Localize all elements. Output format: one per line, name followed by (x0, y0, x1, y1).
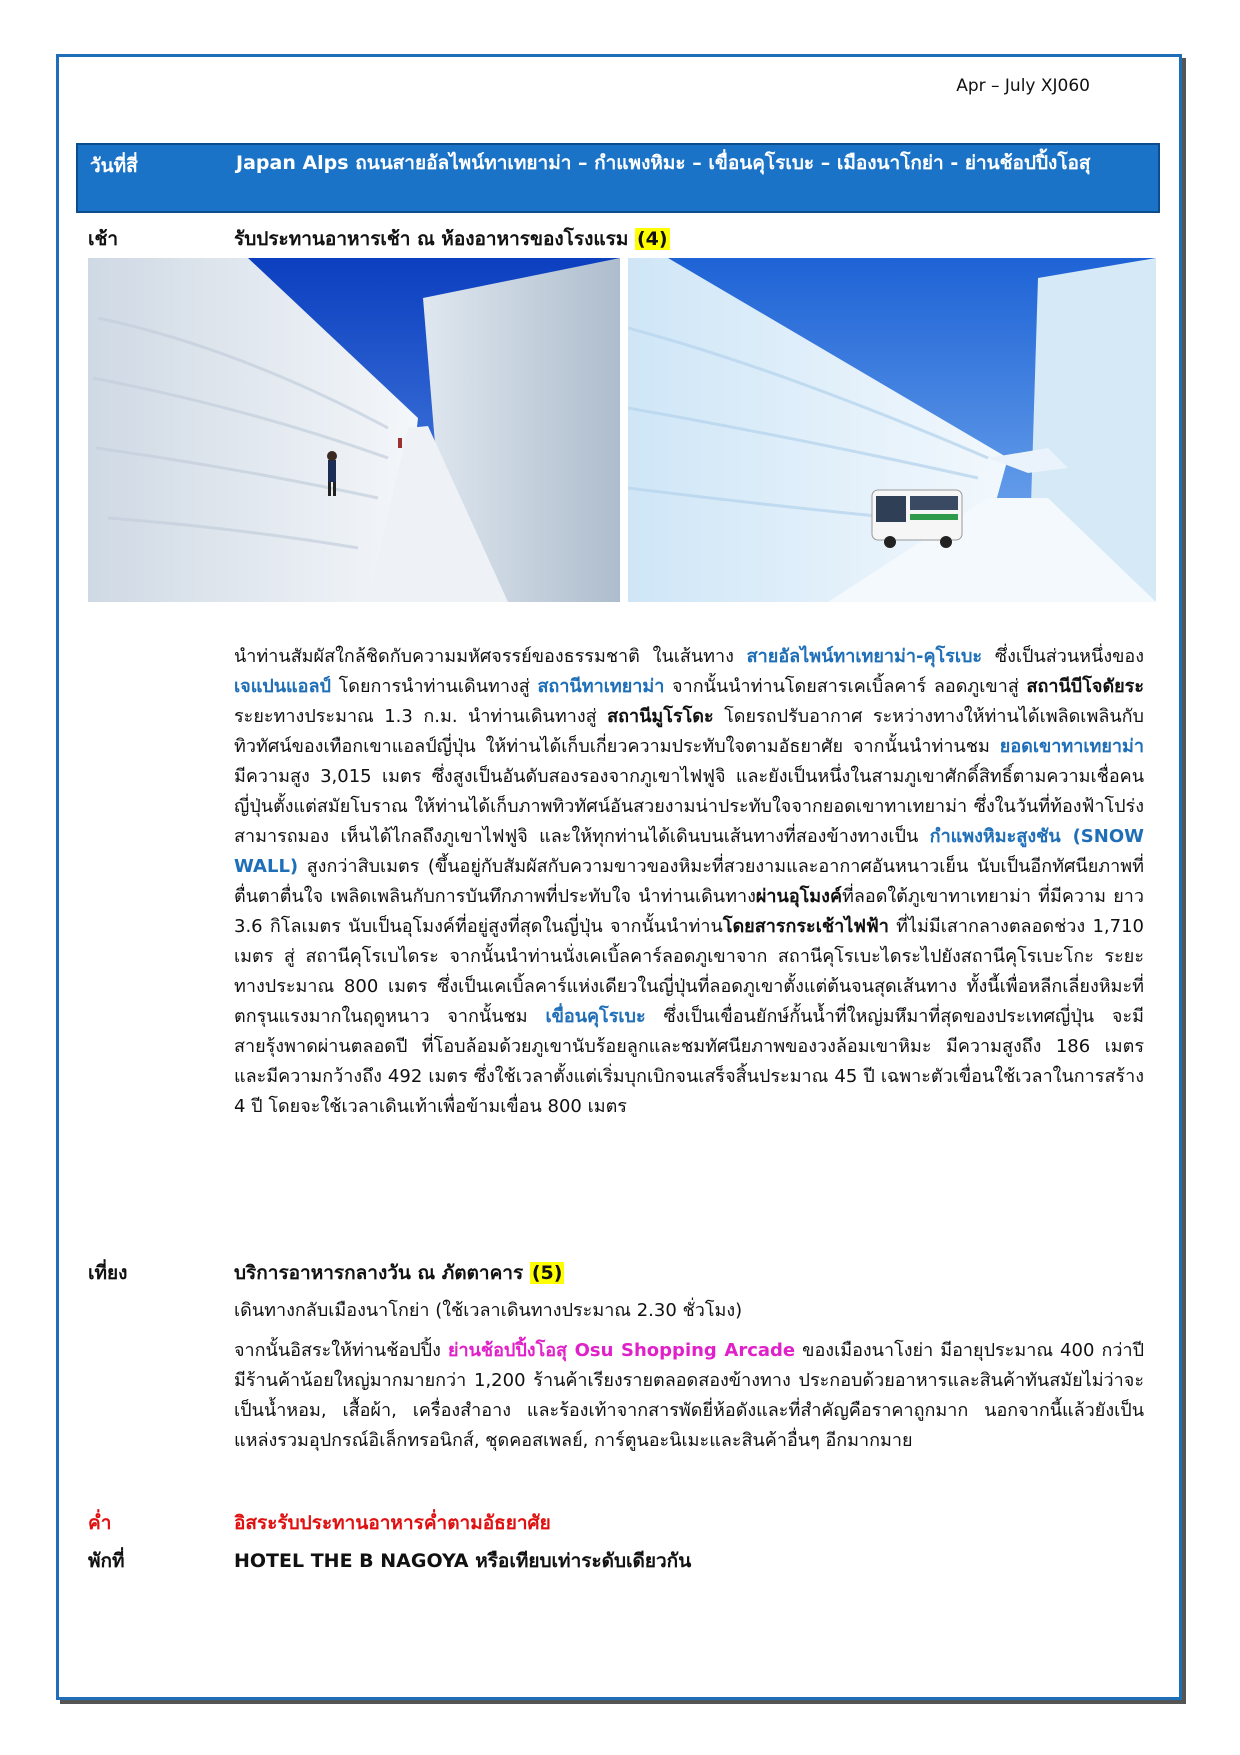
text-run: จากนั้นนำท่านโดยสารเคเบิ้ลคาร์ ลอดภูเขาสู่ (664, 676, 1027, 697)
text-run: ซึ่งเป็นเขื่อนยักษ์กั้นน้ำที่ใหญ่มหึมาที่สุดของประเทศญี่ปุ่น จะมีสายรุ้งพาดผ่านตลอดปี ที่โอบล้อมด้วยภูเขานับร้อยลูกและชมทัศนียภาพของวงล้อมเขาหิมะ มีความสูงถึง 186 เมตร และมีความกว้างถึง 492 เมตร ซึ่งใช้เวลาตั้งแต่เริ่มบุกเบิกจนเสร็จสิ้นประมาณ 45 ปี เฉพาะตัวเขื่อนใช้เวลาในการสร้าง 4 ปี โดยจะใช้เวลาเดินเท้าเพื่อข้ามเขื่อน 800 เมตร (234, 1006, 1145, 1117)
hotel-label: พักที่ (88, 1550, 125, 1572)
lunch-description: บริการอาหารกลางวัน ณ ภัตตาคาร (234, 1262, 524, 1284)
paragraph-alpine-route (234, 642, 1144, 1122)
text-run: ระยะทางประมาณ 1.3 ก.ม. นำท่านเดินทางสู่ (234, 706, 608, 727)
tour-code: Apr – July XJ060 (956, 76, 1090, 96)
highlight-tateyama-peak: ยอดเขาทาเทยาม่า (999, 736, 1144, 757)
highlight-japan-alps: เจแปนแอลป์ (234, 676, 331, 697)
day-label: วันที่สี่ (90, 155, 138, 177)
snow-wall-photo-bus (628, 258, 1156, 602)
text-run: นำท่านสัมผัสใกล้ชิดกับความมหัศจรรย์ของธรรมชาติ ในเส้นทาง (234, 646, 747, 667)
highlight-osu-arcade: ย่านช้อปปิ้งโอสุ Osu Shopping Arcade (447, 1340, 796, 1361)
text-run: โดยการนำท่านเดินทางสู่ (330, 676, 538, 697)
bold-bijodaira-station: สถานีบีโจดัยระ (1026, 676, 1145, 697)
dinner-label: ค่ำ (88, 1512, 112, 1534)
attraction-description (234, 642, 1144, 1122)
paragraph-osu (234, 1336, 1144, 1456)
lunch-label: เที่ยง (88, 1262, 128, 1284)
text-run: ที่ลอดใต้ภูเขาทาเทยาม่า ที่มีความ ยาว 3.6 กิโลเมตร นับเป็นอุโมงค์ที่อยู่สูงที่สุดในญี่ปุ่น จากนั้นนำท่าน (234, 886, 1144, 937)
text-run: ซึ่งเป็นส่วนหนึ่งของ (982, 646, 1145, 667)
meal-badge: (5) (531, 1262, 563, 1284)
text-run: ของเมืองนาโงย่า มีอายุประมาณ 400 กว่าปี มีร้านค้าน้อยใหญ่มากมายกว่า 1,200 ร้านค้าเรียงรายตลอดสองข้างทาง ประกอบด้วยอาหารและสินค้าทันสมัยไม่ว่าจะเป็นน้ำหอม, เสื้อผ้า, เครื่องสำอาง และร้องเท้าจากสารพัดยี่ห้อดังและที่สำคัญคือราคาถูกมาก นอกจากนี้แล้วยังเป็นแหล่งรวมอุปกรณ์อิเล็กทรอนิกส์, ชุดคอสเพลย์, การ์ตูนอะนิเมะและสินค้าอื่นๆ อีกมากมาย (234, 1340, 1144, 1451)
meal-badge: (4) (636, 228, 668, 250)
bold-murodo-station: สถานีมูโรโดะ (607, 706, 714, 727)
text-run: มีความสูง 3,015 เมตร ซึ่งสูงเป็นอันดับสองรองจากภูเขาไฟฟูจิ และยังเป็นหนึ่งในสามภูเขาศักดิ์สิทธิ์ตามความเชื่อคนญี่ปุ่นตั้งแต่สมัยโบราณ ให้ท่านได้เก็บภาพทิวทัศน์อันสวยงามน่าประทับใจจากยอดเขาทาเทยาม่า ซึ่งในวันที่ท้องฟ้าโปร่ง สามารถมอง เห็นได้ไกลถึงภูเขาไฟฟูจิ และให้ทุกท่านได้เดินบนเส้นทางที่สองข้างทางเป็น (234, 766, 1144, 847)
shopping-description (234, 1336, 1144, 1456)
dinner-text: อิสระรับประทานอาหารค่ำตามอัธยาศัย (234, 1512, 551, 1534)
hotel-text: HOTEL THE B NAGOYA หรือเทียบเท่าระดับเดียวกัน (234, 1550, 692, 1572)
travel-line: เดินทางกลับเมืองนาโกย่า (ใช้เวลาเดินทางประมาณ 2.30 ชั่วโมง) (234, 1300, 743, 1321)
day-header (76, 143, 1160, 213)
highlight-kurobe-dam: เขื่อนคุโรเบะ (545, 1006, 646, 1027)
breakfast-text (234, 224, 670, 254)
text-run: โดยรถปรับอากาศ ระหว่างทางให้ท่านได้เพลิดเพลินกับทิวทัศน์ของเทือกเขาแอลป์ญี่ปุ่น ให้ท่านได้เก็บเกี่ยวความประทับใจตามอัธยาศัย จากนั้นนำท่านชม (234, 706, 1144, 757)
bold-tunnel: ผ่านอุโมงค์ (755, 886, 842, 907)
highlight-tateyama-station: สถานีทาเทยาม่า (537, 676, 665, 697)
text-run: จากนั้นอิสระให้ท่านช้อปปิ้ง (234, 1340, 448, 1361)
lunch-text (234, 1258, 564, 1288)
text-run: ที่ไม่มีเสากลางตลอดช่วง 1,710 เมตร สู่ สถานีคุโรเบไดระ จากนั้นนำท่านนั่งเคเบิ้ลคาร์ลอดภูเขาจาก สถานีคุโรเบะไดระไปยังสถานีคุโรเบะโกะ ระยะทางประมาณ 800 เมตร ซึ่งเป็นเคเบิ้ลคาร์แห่งเดียวในญี่ปุ่นที่ลอดภูเขาตั้งแต่ต้นจนสุดเส้นทาง ทั้งนี้เพื่อหลีกเลี่ยงหิมะที่ตกรุนแรงมากในฤดูหนาว จากนั้นชม (234, 916, 1145, 1027)
bold-ropeway: โดยสารกระเช้าไฟฟ้า (722, 916, 889, 937)
snow-wall-photo-walkers (88, 258, 620, 602)
day-title: Japan Alps ถนนสายอัลไพน์ทาเทยาม่า – กำแพงหิมะ – เขื่อนคุโรเบะ – เมืองนาโกย่า - ย่านช้อปปิ้งโอสุ (236, 152, 1091, 174)
highlight-alpine-route: สายอัลไพน์ทาเทยาม่า-คุโรเบะ (746, 646, 983, 667)
text-run: สูงกว่าสิบเมตร (ขึ้นอยู่กับสัมผัสกับความขาวของหิมะที่สวยงามและอากาศอันหนาวเย็น นับเป็นอีกทัศนียภาพที่ตื่นตาตื่นใจ เพลิดเพลินกับการบันทึกภาพที่ประทับใจ นำท่านเดินทาง (234, 856, 1144, 907)
highlight-snow-wall: กำแพงหิมะสูงชัน (SNOW WALL) (234, 826, 1144, 877)
breakfast-label: เช้า (88, 228, 119, 250)
breakfast-description: รับประทานอาหารเช้า ณ ห้องอาหารของโรงแรม (234, 228, 629, 250)
